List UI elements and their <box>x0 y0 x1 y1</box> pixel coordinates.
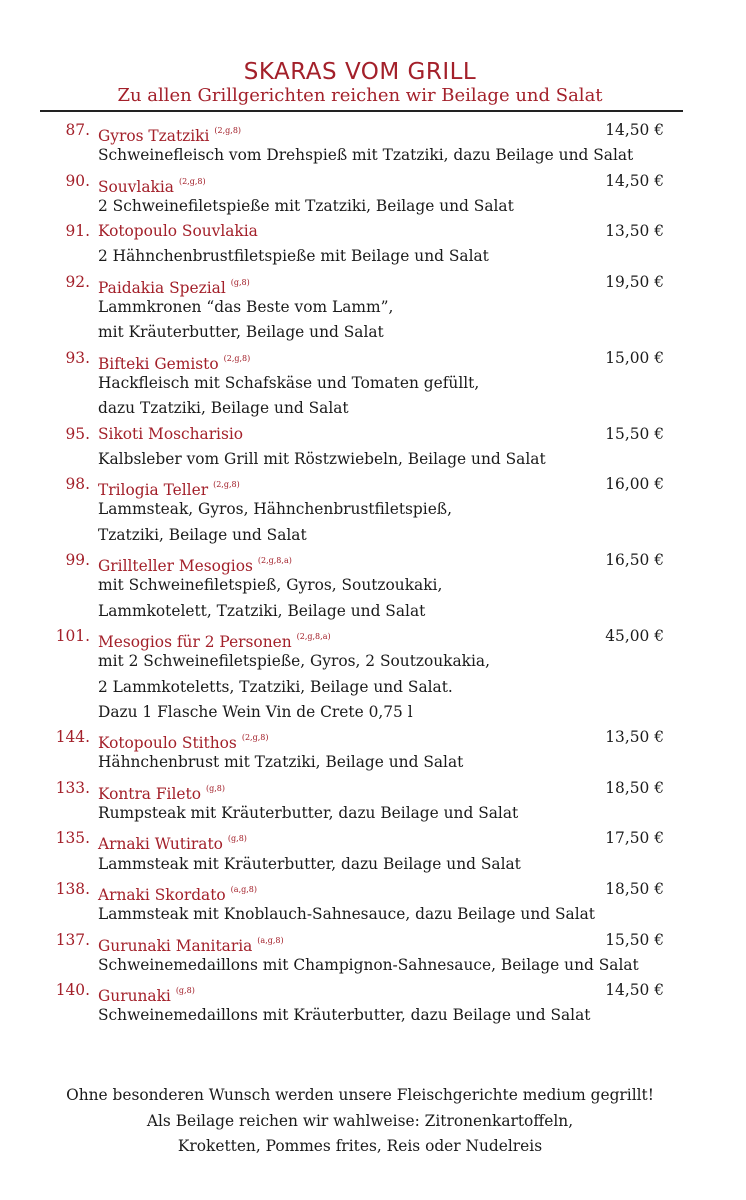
menu-item-description: Kalbsleber vom Grill mit Röstzwiebeln, Beilage und Salat <box>98 449 546 468</box>
menu-item <box>0 219 746 270</box>
menu-item-description: Lammsteak, Gyros, Hähnchenbrustfiletspieß, <box>98 500 452 519</box>
menu-item-heading <box>0 725 746 753</box>
menu-item-allergens: (a,g,8) <box>257 935 284 945</box>
menu-item-description: mit 2 Schweinefiletspieße, Gyros, 2 Soutzoukakia, <box>98 652 491 671</box>
section-subtitle: Zu allen Grillgerichten reichen wir Beilage und Salat <box>117 85 603 106</box>
menu-item-description: Lammsteak mit Kräuterbutter, dazu Beilage und Salat <box>98 854 521 873</box>
menu-item-name-text: Kotopoulo Souvlakia <box>98 222 258 241</box>
menu-item-description-line <box>0 649 746 674</box>
menu-item-name <box>98 422 243 447</box>
menu-item-price: 19,50 € <box>605 272 664 291</box>
menu-item-name <box>98 219 258 244</box>
menu-item-price: 15,50 € <box>605 424 664 443</box>
menu-item-description-line <box>0 599 746 624</box>
menu-item <box>0 472 746 548</box>
menu-item-price: 16,00 € <box>605 475 664 494</box>
menu-item-description-line <box>0 244 746 269</box>
menu-item-number: 137. <box>55 930 90 949</box>
menu-item-name-text: Arnaki Wutirato <box>98 835 223 854</box>
menu-item-heading <box>0 928 746 953</box>
menu-item-heading <box>0 624 746 649</box>
menu-item-name-text: Trilogia Teller <box>98 481 209 500</box>
menu-item-name-text: Kontra Fileto <box>98 784 201 803</box>
menu-item-heading <box>0 118 746 143</box>
footer-note-line: Kroketten, Pommes frites, Reis oder Nudelreis <box>177 1137 543 1155</box>
footer-note-line: Als Beilage reichen wir wahlweise: Zitronenkartoffeln, <box>146 1111 574 1130</box>
menu-item-price: 13,50 € <box>605 728 664 747</box>
menu-item-allergens: (2,g,8) <box>241 733 269 743</box>
menu-item-description-line <box>0 497 746 522</box>
menu-item-name-text: Grillteller Mesogios <box>98 557 253 576</box>
menu-item-number: 92. <box>65 272 90 291</box>
menu-item-description: Lammsteak mit Knoblauch-Sahnesauce, dazu Beilage und Salat <box>98 905 595 924</box>
menu-item-name-text: Mesogios für 2 Personen <box>98 632 292 651</box>
menu-item-description: 2 Hähnchenbrustfiletspieße mit Beilage und Salat <box>98 247 489 266</box>
menu-item-allergens: (g,8) <box>205 783 225 793</box>
menu-item <box>0 548 746 624</box>
menu-item-description-line <box>0 194 746 219</box>
menu-item-description: Tzatziki, Beilage und Salat <box>98 525 307 544</box>
menu-item <box>0 776 746 827</box>
menu-item-description: Hackfleisch mit Schafskäse und Tomaten gefüllt, <box>98 373 480 392</box>
menu-item-allergens: (2,g,8) <box>178 176 206 186</box>
menu-item-description-line <box>0 750 746 775</box>
menu-item-number: 101. <box>55 626 90 645</box>
menu-item-name-text: Bifteki Gemisto <box>98 354 219 373</box>
menu-item-heading <box>0 877 746 902</box>
menu-item-name-text: Gyros Tzatziki <box>98 127 210 145</box>
menu-item-number: 98. <box>65 475 90 494</box>
menu-item-price: 14,50 € <box>605 121 664 139</box>
menu-item-description-line <box>0 320 746 345</box>
menu-item-description-line <box>0 1003 746 1028</box>
menu-item-description: dazu Tzatziki, Beilage und Salat <box>98 399 349 418</box>
menu-footer-note <box>0 1083 720 1160</box>
menu-item-number: 90. <box>65 171 90 190</box>
menu-item-price: 13,50 € <box>605 222 664 241</box>
menu-item-description-line <box>0 295 746 320</box>
menu-item-name-text: Paidakia Spezial <box>98 278 226 297</box>
menu-item-description: Schweinemedaillons mit Champignon-Sahnesauce, Beilage und Salat <box>98 955 639 974</box>
menu-item-description: 2 Schweinefiletspieße mit Tzatziki, Beilage und Salat <box>98 196 514 215</box>
menu-item-description: Schweinefleisch vom Drehspieß mit Tzatziki, dazu Beilage und Salat <box>98 146 634 165</box>
menu-item-name-text: Souvlakia <box>98 177 174 196</box>
menu-item-heading <box>0 346 746 371</box>
menu-item-description: mit Kräuterbutter, Beilage und Salat <box>98 323 384 342</box>
menu-item-description-line <box>0 953 746 978</box>
menu-item-description-line <box>0 700 746 725</box>
footer-note-line: Ohne besonderen Wunsch werden unsere Fleischgerichte medium gegrillt! <box>66 1086 654 1104</box>
menu-item-description: 2 Lammkoteletts, Tzatziki, Beilage und Salat. <box>98 677 453 696</box>
menu-item-heading <box>0 219 746 244</box>
menu-item <box>0 346 746 422</box>
menu-item-description-line <box>0 447 746 472</box>
menu-item-price: 15,50 € <box>605 930 664 949</box>
menu-item-number: 135. <box>55 829 90 848</box>
header-divider <box>40 110 683 112</box>
menu-item-description-line <box>0 801 746 826</box>
menu-item-allergens: (g,8) <box>175 986 195 996</box>
menu-item-price: 14,50 € <box>605 171 664 190</box>
menu-item <box>0 624 746 725</box>
menu-item-number: 91. <box>65 222 90 241</box>
menu-item-description: Rumpsteak mit Kräuterbutter, dazu Beilage und Salat <box>98 804 519 823</box>
menu-item <box>0 422 746 473</box>
menu-item-price: 15,00 € <box>605 348 664 367</box>
menu-item-allergens: (a,g,8) <box>230 884 257 894</box>
section-title: SKARAS VOM GRILL <box>243 59 477 85</box>
menu-item-heading <box>0 978 746 1006</box>
menu-item-number: 138. <box>55 879 90 898</box>
menu-item-description-line <box>0 143 746 168</box>
menu-item <box>0 877 746 928</box>
menu-item-description: Hähnchenbrust mit Tzatziki, Beilage und Salat <box>98 753 464 772</box>
menu-item-description: Dazu 1 Flasche Wein Vin de Crete 0,75 l <box>98 702 413 721</box>
menu-item-allergens: (g,8) <box>230 277 250 287</box>
menu-item-allergens: (2,g,8,a) <box>257 556 292 566</box>
menu-list <box>0 118 746 1029</box>
menu-item-allergens: (2,g,8) <box>214 126 242 135</box>
menu-item-number: 99. <box>65 551 90 570</box>
menu-item <box>0 826 746 877</box>
menu-item-heading <box>0 826 746 854</box>
menu-item-heading <box>0 169 746 194</box>
menu-item <box>0 928 746 979</box>
menu-item-name-text: Kotopoulo Stithos <box>98 734 237 753</box>
menu-item-allergens: (g,8) <box>227 834 247 844</box>
menu-item-description-line <box>0 371 746 396</box>
menu-item-heading <box>0 548 746 576</box>
menu-item-price: 45,00 € <box>605 626 664 645</box>
menu-item-price: 16,50 € <box>605 551 664 570</box>
menu-item-heading <box>0 776 746 801</box>
menu-item <box>0 270 746 346</box>
menu-item-number: 93. <box>65 348 90 367</box>
menu-item-description: mit Schweinefiletspieß, Gyros, Soutzoukaki, <box>98 576 443 595</box>
menu-item-number: 144. <box>55 728 90 747</box>
menu-item-description-line <box>0 902 746 927</box>
menu-item-heading <box>0 270 746 295</box>
menu-item <box>0 169 746 220</box>
menu-header <box>0 58 720 107</box>
menu-item-price: 18,50 € <box>605 778 664 797</box>
menu-item-price: 18,50 € <box>605 879 664 898</box>
menu-item <box>0 118 746 169</box>
menu-item-price: 14,50 € <box>605 981 664 1000</box>
menu-item-description-line <box>0 396 746 421</box>
menu-item-description: Schweinemedaillons mit Kräuterbutter, dazu Beilage und Salat <box>98 1006 591 1025</box>
menu-item-number: 140. <box>55 981 90 1000</box>
menu-item <box>0 725 746 776</box>
menu-item-allergens: (2,g,8,a) <box>296 631 331 641</box>
menu-item-description-line <box>0 675 746 700</box>
menu-item <box>0 978 746 1029</box>
menu-item-price: 17,50 € <box>605 829 664 848</box>
menu-item-description: Lammkronen “das Beste vom Lamm”, <box>98 298 394 317</box>
menu-item-description-line <box>0 573 746 598</box>
menu-item-allergens: (2,g,8) <box>223 353 251 363</box>
menu-item-name-text: Gurunaki <box>98 987 171 1006</box>
menu-item-heading <box>0 472 746 500</box>
menu-item-name-text: Gurunaki Manitaria <box>98 936 253 955</box>
menu-item-allergens: (2,g,8) <box>213 480 240 490</box>
menu-item-name-text: Sikoti Moscharisio <box>98 424 244 443</box>
menu-item-number: 95. <box>65 424 90 443</box>
menu-item-number: 133. <box>55 778 90 797</box>
menu-item-heading <box>0 422 746 447</box>
menu-item-description: Lammkotelett, Tzatziki, Beilage und Salat <box>98 601 426 620</box>
menu-item-name-text: Arnaki Skordato <box>98 885 226 904</box>
menu-item-description-line <box>0 852 746 877</box>
menu-item-number: 87. <box>65 121 90 139</box>
menu-item-description-line <box>0 523 746 548</box>
